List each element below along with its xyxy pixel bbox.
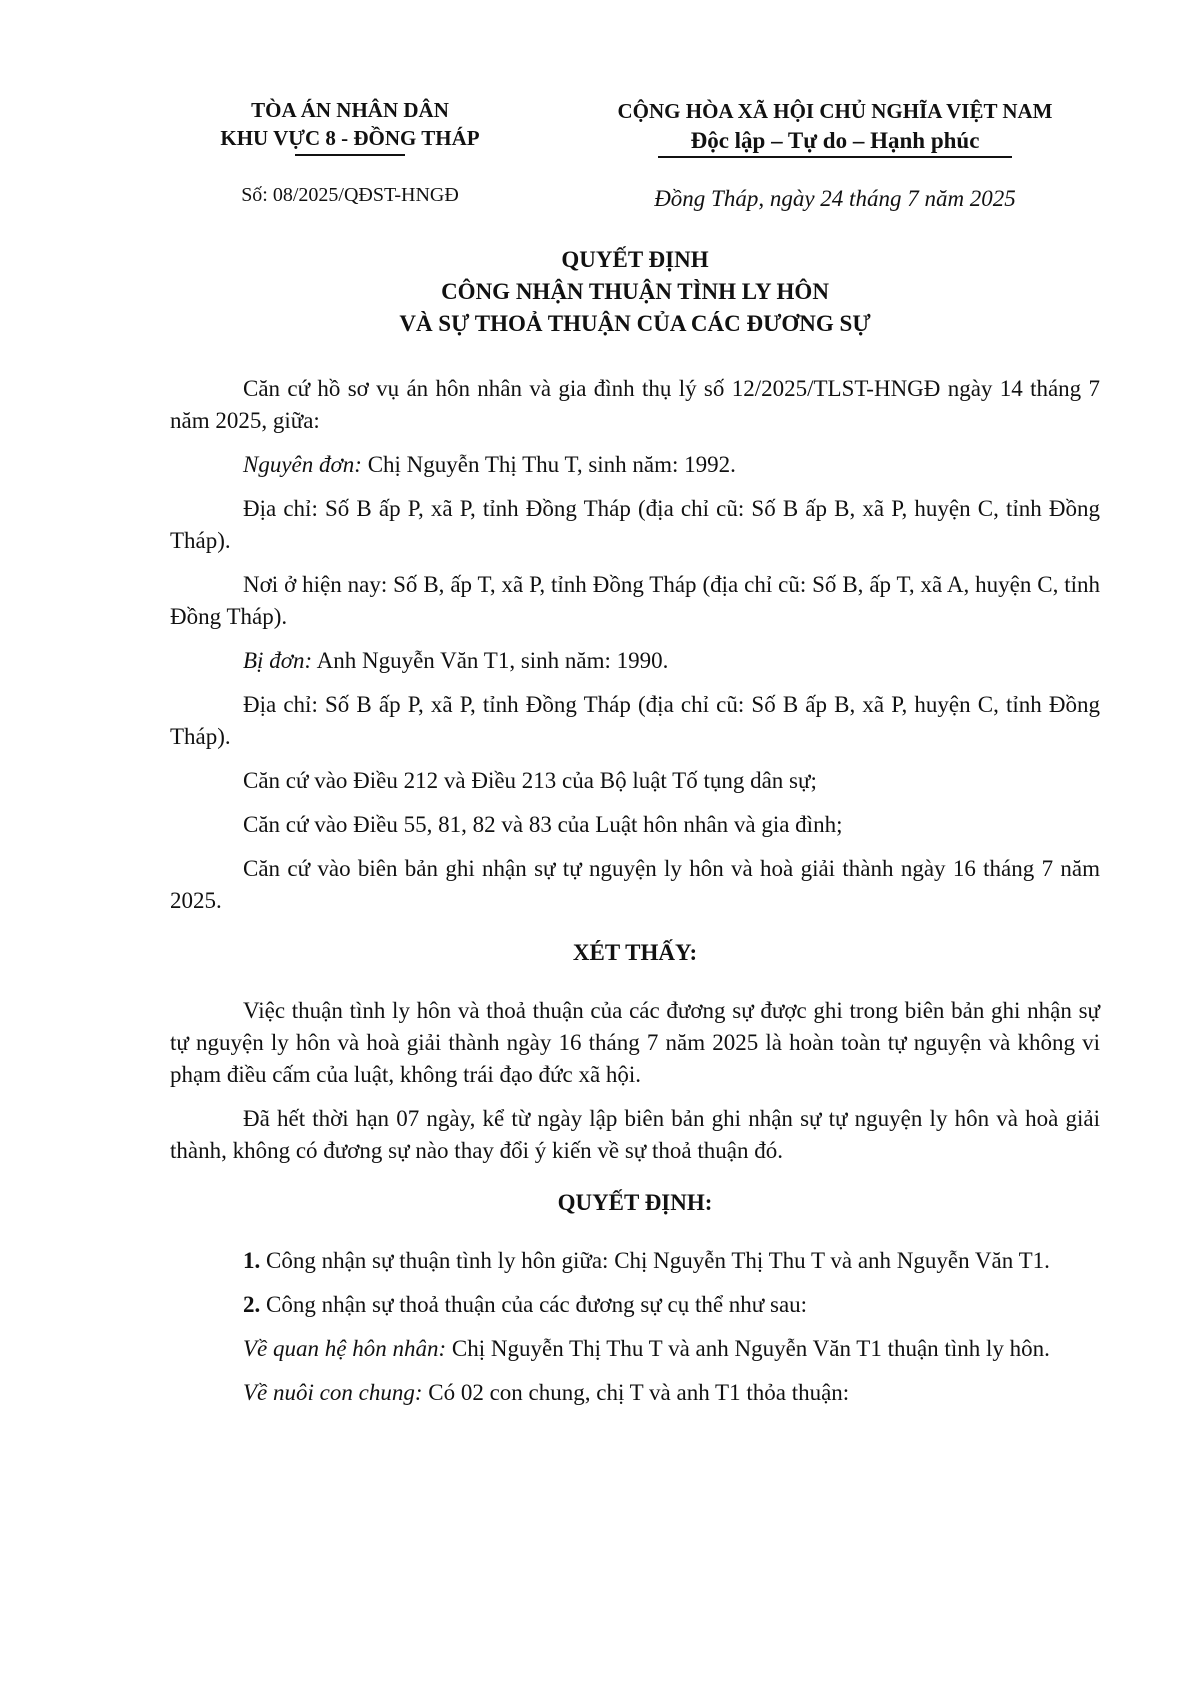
document-number: Số: 08/2025/QĐST-HNGĐ <box>241 184 459 206</box>
motto-underline <box>658 156 1012 158</box>
decision-item-2-text: Công nhận sự thoả thuận của các đương sự cụ thể như sau: <box>260 1292 808 1317</box>
legal-basis-1: Căn cứ vào Điều 212 và Điều 213 của Bộ luật Tố tụng dân sự; <box>243 768 817 793</box>
plaintiff-label: Nguyên đơn: <box>243 452 362 477</box>
finding-paragraph-2: Đã hết thời hạn 07 ngày, kể từ ngày lập biên bản ghi nhận sự tự nguyện ly hôn và hoà giải thành, không có đương sự nào thay đổi ý kiến về sự thoả thuận đó. <box>170 1106 1100 1163</box>
decision-item-1-number: 1. <box>243 1248 261 1273</box>
decision-item-1-text: Công nhận sự thuận tình ly hôn giữa: Chị Nguyễn Thị Thu T và anh Nguyễn Văn T1. <box>260 1248 1050 1273</box>
nation-header <box>570 96 1100 158</box>
plaintiff-text: Chị Nguyễn Thị Thu T, sinh năm: 1992. <box>361 452 736 477</box>
child-custody-label: Về nuôi con chung: <box>243 1380 423 1405</box>
section-findings-heading: XÉT THẤY: <box>572 940 698 965</box>
child-custody-paragraph <box>170 1377 1100 1409</box>
title-line2: CÔNG NHẬN THUẬN TÌNH LY HÔN <box>441 279 829 304</box>
title-line1: QUYẾT ĐỊNH <box>561 247 709 272</box>
case-basis-paragraph: Căn cứ hồ sơ vụ án hôn nhân và gia đình thụ lý số 12/2025/TLST-HNGĐ ngày 14 tháng 7 năm 2025, giữa: <box>170 376 1100 433</box>
legal-basis-3: Căn cứ vào biên bản ghi nhận sự tự nguyện ly hôn và hoà giải thành ngày 16 tháng 7 năm 2025. <box>170 856 1100 913</box>
marriage-relation-paragraph <box>170 1333 1100 1365</box>
plaintiff-residence: Nơi ở hiện nay: Số B, ấp T, xã P, tỉnh Đồng Tháp (địa chỉ cũ: Số B, ấp T, xã A, huyện C, tỉnh Đồng Tháp). <box>170 572 1100 629</box>
decision-item-2-number: 2. <box>243 1292 261 1317</box>
decision-item-2 <box>170 1289 1100 1321</box>
finding-paragraph-1: Việc thuận tình ly hôn và thoả thuận của các đương sự được ghi trong biên bản ghi nhận sự tự nguyện ly hôn và hoà giải thành ngày 16 tháng 7 năm 2025 là hoàn toàn tự nguyện và không vi phạm điều cấm của luật, không trái đạo đức xã hội. <box>170 998 1100 1087</box>
marriage-relation-label: Về quan hệ hôn nhân: <box>243 1336 447 1361</box>
title-line3: VÀ SỰ THOẢ THUẬN CỦA CÁC ĐƯƠNG SỰ <box>399 311 871 336</box>
defendant-label: Bị đơn: <box>243 648 313 673</box>
section-decision-heading: QUYẾT ĐỊNH: <box>557 1190 713 1215</box>
document-body <box>170 373 1100 1421</box>
legal-basis-2: Căn cứ vào Điều 55, 81, 82 và 83 của Luật hôn nhân và gia đình; <box>243 812 843 837</box>
plaintiff-address: Địa chỉ: Số B ấp P, xã P, tỉnh Đồng Tháp (địa chỉ cũ: Số B ấp B, xã P, huyện C, tỉnh Đồng Tháp). <box>170 496 1100 553</box>
document-title <box>170 244 1100 340</box>
plaintiff-paragraph <box>170 449 1100 481</box>
marriage-relation-text: Chị Nguyễn Thị Thu T và anh Nguyễn Văn T1 thuận tình ly hôn. <box>446 1336 1050 1361</box>
decision-item-1 <box>170 1245 1100 1277</box>
defendant-text: Anh Nguyễn Văn T1, sinh năm: 1990. <box>312 648 669 673</box>
court-name-line1: TÒA ÁN NHÂN DÂN <box>251 98 449 122</box>
place-date: Đồng Tháp, ngày 24 tháng 7 năm 2025 <box>654 186 1016 211</box>
defendant-address: Địa chỉ: Số B ấp P, xã P, tỉnh Đồng Tháp (địa chỉ cũ: Số B ấp B, xã P, huyện C, tỉnh Đồng Tháp). <box>170 692 1100 749</box>
court-header-underline <box>295 154 405 156</box>
court-name-line2: KHU VỰC 8 - ĐỒNG THÁP <box>220 126 480 150</box>
court-header <box>170 96 530 156</box>
national-motto: Độc lập – Tự do – Hạnh phúc <box>690 128 980 153</box>
nation-name: CỘNG HÒA XÃ HỘI CHỦ NGHĨA VIỆT NAM <box>617 99 1053 123</box>
defendant-paragraph <box>170 645 1100 677</box>
child-custody-text: Có 02 con chung, chị T và anh T1 thỏa thuận: <box>422 1380 850 1405</box>
